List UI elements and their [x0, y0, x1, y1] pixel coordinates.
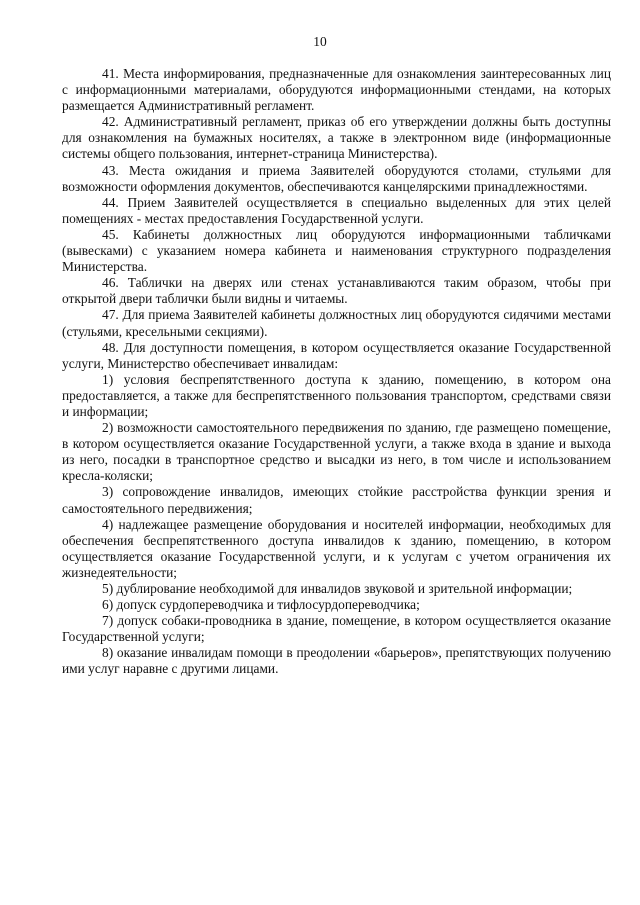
document-body — [62, 66, 611, 678]
list-item-6: 6) допуск сурдопереводчика и тифлосурдопереводчика; — [102, 597, 420, 613]
paragraph-46: 46. Таблички на дверях или стенах устанавливаются таким образом, чтобы при открытой двери таблички были видны и читаемы. — [62, 275, 611, 307]
paragraph-42: 42. Административный регламент, приказ об его утверждении должны быть доступны для ознакомления на бумажных носителях, а также в электронном виде (информационные системы общего пользования, интернет-страница Министерства). — [62, 114, 611, 162]
list-item-1: 1) условия беспрепятственного доступа к зданию, помещению, в котором она предоставляется, а также для беспрепятственного пользования транспортом, средствами связи и информации; — [62, 371, 611, 419]
paragraph-44: 44. Прием Заявителей осуществляется в специально выделенных для этих целей помещениях - местах предоставления Государственной услуги. — [62, 194, 611, 226]
list-item-4: 4) надлежащее размещение оборудования и носителей информации, необходимых для обеспечения беспрепятственного доступа инвалидов к зданию, помещению, в котором осуществляется оказание Государственной услуги, и к услугам с учетом ограничения их жизнедеятельности; — [62, 516, 611, 580]
list-item-7: 7) допуск собаки-проводника в здание, помещение, в котором осуществляется оказание Государственной услуги; — [62, 613, 611, 645]
paragraph-43: 43. Места ожидания и приема Заявителей оборудуются столами, стульями для возможности оформления документов, обеспечиваются канцелярскими принадлежностями. — [62, 162, 611, 194]
paragraph-45: 45. Кабинеты должностных лиц оборудуются информационными табличками (вывесками) с указанием номера кабинета и наименования структурного подразделения Министерства. — [62, 226, 611, 275]
list-item-3: 3) сопровождение инвалидов, имеющих стойкие расстройства функции зрения и самостоятельного передвижения; — [62, 484, 611, 516]
paragraph-41: 41. Места информирования, предназначенные для ознакомления заинтересованных лиц с информационными материалами, оборудуются информационными стендами, на которых размещается Административный регламент. — [62, 66, 611, 114]
list-item-5: 5) дублирование необходимой для инвалидов звуковой и зрительной информации; — [102, 581, 573, 596]
paragraph-47: 47. Для приема Заявителей кабинеты должностных лиц оборудуются сидячими местами (стульями, кресельными секциями). — [62, 307, 611, 339]
page-number: 10 — [313, 34, 327, 49]
list-item-8: 8) оказание инвалидам помощи в преодолении «барьеров», препятствующих получению ими услуг наравне с другими лицами. — [62, 645, 611, 677]
paragraph-48: 48. Для доступности помещения, в котором осуществляется оказание Государственной услуги, Министерство обеспечивает инвалидам: — [62, 339, 611, 371]
list-item-2: 2) возможности самостоятельного передвижения по зданию, где размещено помещение, в котором осуществляется оказание Государственной услуги, а также входа в здание и выхода из него, посадки в транспортное средство и высадки из него, в том числе и использованием кресла-коляски; — [62, 420, 611, 484]
